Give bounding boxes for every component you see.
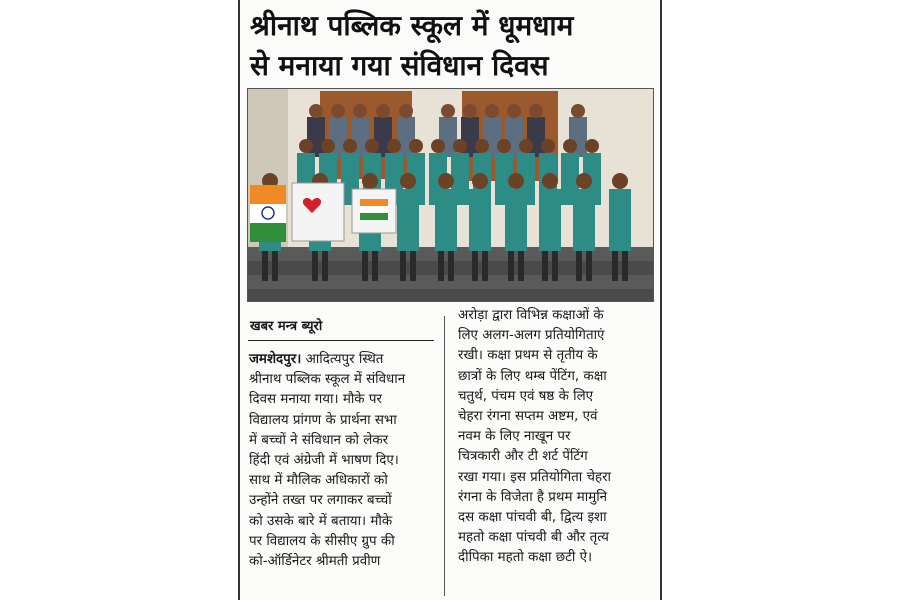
student-leg bbox=[362, 251, 368, 281]
person-head bbox=[463, 104, 477, 118]
text-line: चेहरा रंगना सप्तम अष्टम, एवं bbox=[458, 409, 598, 425]
column-border-left bbox=[238, 0, 240, 600]
text-line: दिवस मनाया गया। मौके पर bbox=[249, 392, 382, 408]
tshirt-white bbox=[360, 206, 388, 213]
student-leg bbox=[482, 251, 488, 281]
student-leg bbox=[552, 251, 558, 281]
student-head bbox=[321, 139, 335, 153]
student-leg bbox=[372, 251, 378, 281]
student-head bbox=[585, 139, 599, 153]
student-body bbox=[469, 189, 491, 251]
text-line: महतो कक्षा पांचवी बी और तृत्य bbox=[458, 530, 609, 546]
text-line: विद्यालय प्रांगण के प्रार्थना सभा bbox=[249, 412, 397, 428]
person-head bbox=[309, 104, 323, 118]
article-right-column bbox=[458, 306, 656, 569]
photo-illustration bbox=[248, 89, 653, 301]
person-head bbox=[441, 104, 455, 118]
text-line: लिए अलग-अलग प्रतियोगिताएं bbox=[458, 328, 605, 344]
student-head bbox=[576, 173, 592, 189]
student-leg bbox=[410, 251, 416, 281]
student-head bbox=[542, 173, 558, 189]
text-line: चित्रकारी और टी शर्ट पेंटिंग bbox=[458, 449, 588, 465]
text-line-start: आदित्यपुर स्थित bbox=[305, 352, 384, 367]
tshirt-saffron bbox=[360, 199, 388, 206]
person-head bbox=[571, 104, 585, 118]
person-head bbox=[507, 104, 521, 118]
student-head bbox=[343, 139, 357, 153]
student-head bbox=[612, 173, 628, 189]
student-head bbox=[387, 139, 401, 153]
text-line: साथ में मौलिक अधिकारों को bbox=[249, 473, 388, 489]
student-head bbox=[563, 139, 577, 153]
person-head bbox=[331, 104, 345, 118]
person-head bbox=[529, 104, 543, 118]
student-body bbox=[539, 189, 561, 251]
person-head bbox=[399, 104, 413, 118]
person-head bbox=[485, 104, 499, 118]
student-leg bbox=[322, 251, 328, 281]
tshirt-green bbox=[360, 213, 388, 220]
student-leg bbox=[576, 251, 582, 281]
student-leg bbox=[262, 251, 268, 281]
student-leg bbox=[542, 251, 548, 281]
byline: खबर मन्त्र ब्यूरो bbox=[250, 319, 323, 334]
article-left-column bbox=[249, 350, 437, 572]
flag-green bbox=[250, 223, 286, 242]
student-head bbox=[365, 139, 379, 153]
student-leg bbox=[400, 251, 406, 281]
text-line: उन्होंने तख्त पर लगाकर बच्चों bbox=[249, 493, 392, 509]
headline bbox=[250, 6, 654, 86]
text-line bbox=[249, 350, 437, 370]
text-line: रखा गया। इस प्रतियोगिता चेहरा bbox=[458, 469, 612, 485]
student-leg bbox=[622, 251, 628, 281]
flag-saffron bbox=[250, 185, 286, 204]
byline-rule bbox=[248, 340, 434, 341]
student-leg bbox=[448, 251, 454, 281]
student-head bbox=[472, 173, 488, 189]
text-line: अरोड़ा द्वारा विभिन्न कक्षाओं के bbox=[458, 308, 604, 323]
text-line: को-ऑर्डिनेटर श्रीमती प्रवीण bbox=[249, 554, 381, 570]
student-head bbox=[409, 139, 423, 153]
text-line: रखी। कक्षा प्रथम से तृतीय के bbox=[458, 348, 598, 364]
text-line: को उसके बारे में बताया। मौके bbox=[249, 513, 393, 529]
person-head bbox=[376, 104, 390, 118]
student-head bbox=[438, 173, 454, 189]
headline-line-2: से मनाया गया संविधान दिवस bbox=[250, 49, 549, 82]
student-head bbox=[400, 173, 416, 189]
student-head bbox=[431, 139, 445, 153]
student-leg bbox=[586, 251, 592, 281]
text-line: में बच्चों ने संविधान को लेकर bbox=[249, 432, 389, 448]
student-leg bbox=[518, 251, 524, 281]
student-leg bbox=[272, 251, 278, 281]
student-leg bbox=[472, 251, 478, 281]
student-head bbox=[362, 173, 378, 189]
student-head bbox=[519, 139, 533, 153]
student-body bbox=[609, 189, 631, 251]
text-line: पर विद्यालय के सीसीए ग्रुप की bbox=[249, 533, 395, 549]
student-leg bbox=[508, 251, 514, 281]
text-line: नवम के लिए नाखून पर bbox=[458, 429, 571, 445]
column-border-right bbox=[660, 0, 662, 600]
student-head bbox=[541, 139, 555, 153]
photo-stair bbox=[248, 289, 653, 301]
column-separator bbox=[444, 316, 445, 596]
student-head bbox=[497, 139, 511, 153]
dateline: जमशेदपुर। bbox=[249, 352, 302, 367]
text-line: दस कक्षा पांचवी बी, द्वित्य इशा bbox=[458, 510, 607, 526]
text-line: श्रीनाथ पब्लिक स्कूल में संविधान bbox=[249, 372, 406, 388]
headline-line-1: श्रीनाथ पब्लिक स्कूल में धूमधाम bbox=[250, 9, 574, 42]
painted-tshirt bbox=[292, 183, 344, 241]
student-body bbox=[573, 189, 595, 251]
text-line: चतुर्थ, पंचम एवं षष्ठ के लिए bbox=[458, 388, 594, 404]
group-photo bbox=[247, 88, 654, 302]
student-leg bbox=[312, 251, 318, 281]
student-body bbox=[397, 189, 419, 251]
person-head bbox=[353, 104, 367, 118]
text-line: हिंदी एवं अंग्रेजी में भाषण दिए। bbox=[249, 453, 399, 469]
student-head bbox=[453, 139, 467, 153]
student-body bbox=[435, 189, 457, 251]
text-line: दीपिका महतो कक्षा छटी ऐ। bbox=[458, 550, 593, 566]
student-body bbox=[505, 189, 527, 251]
student-leg bbox=[612, 251, 618, 281]
student-leg bbox=[438, 251, 444, 281]
student-head bbox=[299, 139, 313, 153]
text-line: छात्रों के लिए थम्ब पेंटिंग, कक्षा bbox=[458, 368, 607, 384]
text-line: रंगना के विजेता है प्रथम मामुनि bbox=[458, 489, 608, 505]
student-head bbox=[508, 173, 524, 189]
student-head bbox=[475, 139, 489, 153]
